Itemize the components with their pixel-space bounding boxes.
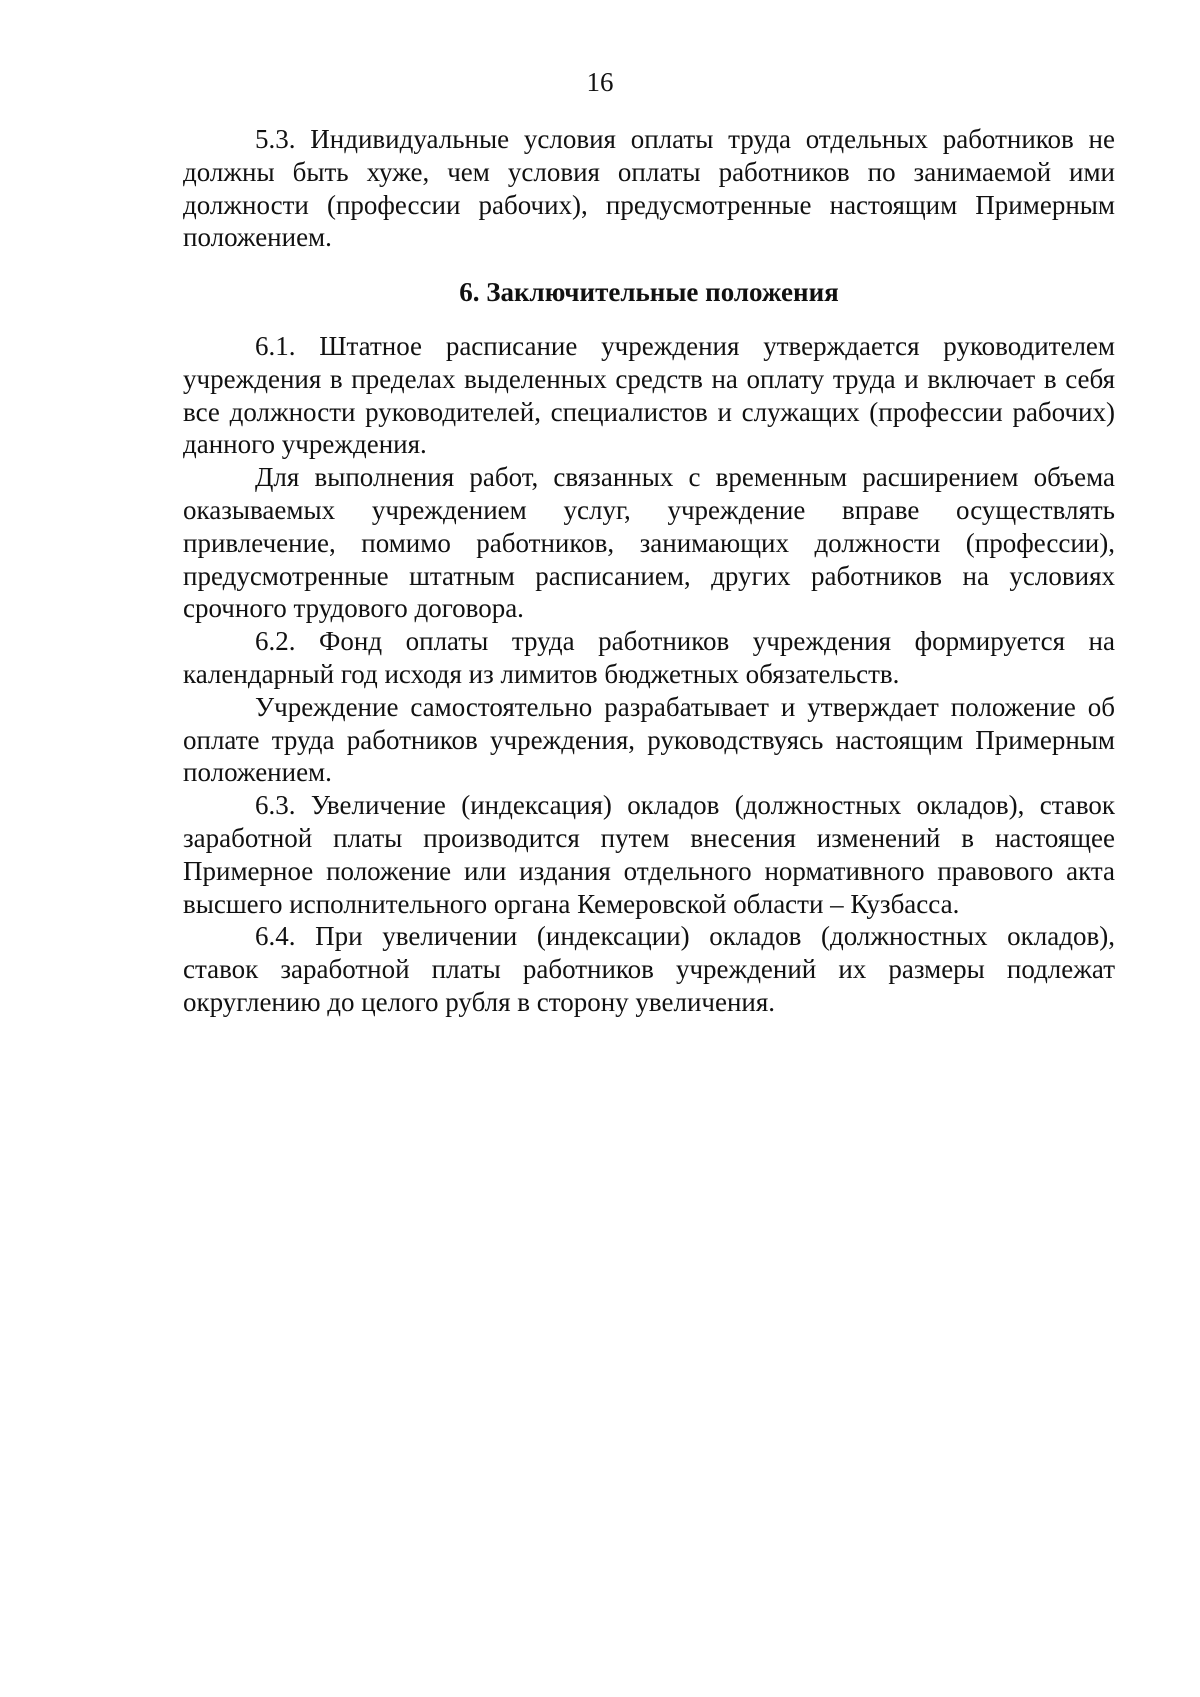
- paragraph-6-3: 6.3. Увеличение (индексация) окладов (должностных окладов), ставок заработной платы производится путем внесения изменений в настоящее Примерное положение или издания отдельного нормативного правового акта высшего исполнительного органа Кемеровской области – Кузбасса.: [183, 790, 1115, 919]
- document-body: [183, 123, 1115, 1019]
- paragraph-6-4: 6.4. При увеличении (индексации) окладов (должностных окладов), ставок заработной платы работников учреждений их размеры подлежат округлению до целого рубля в сторону увеличения.: [183, 921, 1115, 1017]
- paragraph-6-1: 6.1. Штатное расписание учреждения утверждается руководителем учреждения в пределах выделенных средств на оплату труда и включает в себя все должности руководителей, специалистов и служащих (профессии рабочих) данного учреждения.: [183, 330, 1115, 460]
- paragraph-6-2-continued: Учреждение самостоятельно разрабатывает и утверждает положение об оплате труда работников учреждения, руководствуясь настоящим Примерным положением.: [183, 691, 1115, 788]
- paragraph-5-3: 5.3. Индивидуальные условия оплаты труда отдельных работников не должны быть хуже, чем условия оплаты работников по занимаемой ими должности (профессии рабочих), предусмотренные настоящим Примерным положением.: [183, 124, 1115, 253]
- section-heading: 6. Заключительные положения: [459, 277, 839, 308]
- paragraph-6-2: 6.2. Фонд оплаты труда работников учреждения формируется на календарный год исходя из лимитов бюджетных обязательств.: [183, 626, 1115, 689]
- paragraph-6-1-continued: Для выполнения работ, связанных с временным расширением объема оказываемых учреждением услуг, учреждение вправе осуществлять привлечение, помимо работников, занимающих должности (профессии), предусмотренные штатным расписанием, других работников на условиях срочного трудового договора.: [183, 462, 1115, 624]
- page-number: 16: [586, 67, 614, 97]
